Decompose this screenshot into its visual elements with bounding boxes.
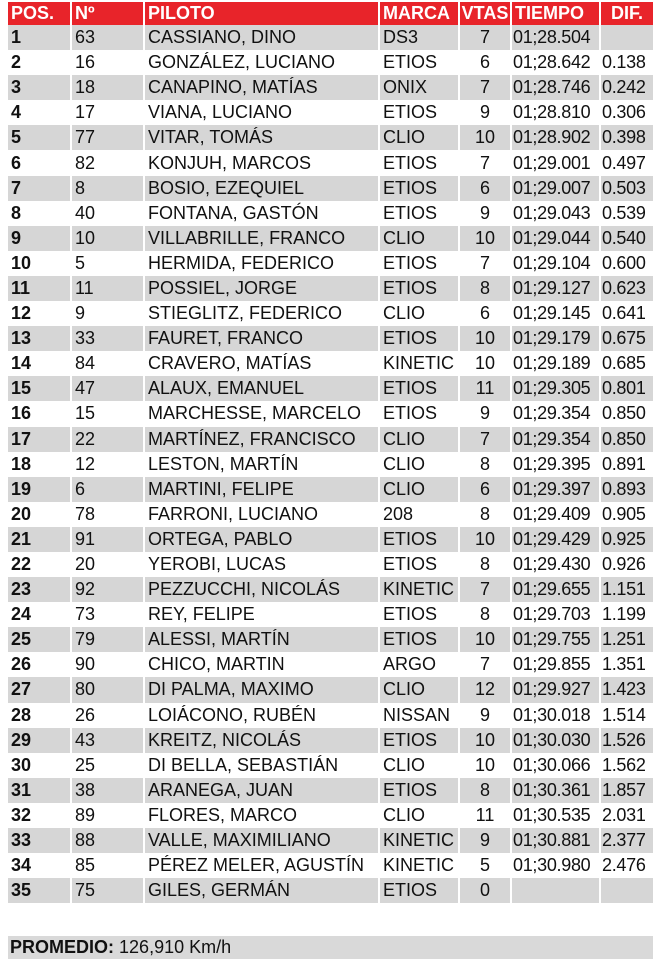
driver-name-cell: ORTEGA, PABLO bbox=[145, 527, 380, 552]
time-cell: 01;29.429 bbox=[512, 527, 601, 552]
table-row bbox=[8, 226, 653, 251]
laps-cell: 10 bbox=[460, 728, 512, 753]
laps-cell: 7 bbox=[460, 652, 512, 677]
make-cell: ETIOS bbox=[380, 251, 460, 276]
pos-cell: 30 bbox=[8, 753, 72, 778]
header-marca: MARCA bbox=[380, 2, 460, 25]
time-cell: 01;29.755 bbox=[512, 627, 601, 652]
table-row bbox=[8, 677, 653, 702]
pos-cell: 15 bbox=[8, 376, 72, 401]
make-cell: ETIOS bbox=[380, 552, 460, 577]
make-cell: DS3 bbox=[380, 25, 460, 50]
make-cell: ETIOS bbox=[380, 401, 460, 426]
pos-cell: 31 bbox=[8, 778, 72, 803]
gap-cell bbox=[601, 878, 653, 903]
gap-cell: 0.398 bbox=[601, 125, 653, 150]
time-cell: 01;29.044 bbox=[512, 226, 601, 251]
make-cell: ARGO bbox=[380, 652, 460, 677]
table-row bbox=[8, 878, 653, 903]
laps-cell: 10 bbox=[460, 226, 512, 251]
driver-name-cell: DI BELLA, SEBASTIÁN bbox=[145, 753, 380, 778]
driver-name-cell: MARCHESSE, MARCELO bbox=[145, 401, 380, 426]
laps-cell: 11 bbox=[460, 803, 512, 828]
gap-cell: 0.850 bbox=[601, 401, 653, 426]
car-number-cell: 9 bbox=[72, 301, 145, 326]
make-cell: ETIOS bbox=[380, 527, 460, 552]
gap-cell: 0.925 bbox=[601, 527, 653, 552]
header-piloto: PILOTO bbox=[145, 2, 380, 25]
pos-cell: 10 bbox=[8, 251, 72, 276]
average-speed-label: PROMEDIO: bbox=[10, 937, 115, 957]
laps-cell: 8 bbox=[460, 276, 512, 301]
car-number-cell: 5 bbox=[72, 251, 145, 276]
car-number-cell: 20 bbox=[72, 552, 145, 577]
driver-name-cell: VITAR, TOMÁS bbox=[145, 125, 380, 150]
pos-cell: 5 bbox=[8, 125, 72, 150]
time-cell: 01;29.305 bbox=[512, 376, 601, 401]
table-row bbox=[8, 552, 653, 577]
time-cell: 01;29.430 bbox=[512, 552, 601, 577]
make-cell: ETIOS bbox=[380, 878, 460, 903]
car-number-cell: 17 bbox=[72, 100, 145, 125]
driver-name-cell: REY, FELIPE bbox=[145, 602, 380, 627]
make-cell: CLIO bbox=[380, 427, 460, 452]
make-cell: CLIO bbox=[380, 803, 460, 828]
table-row bbox=[8, 803, 653, 828]
laps-cell: 7 bbox=[460, 577, 512, 602]
laps-cell: 9 bbox=[460, 100, 512, 125]
driver-name-cell: STIEGLITZ, FEDERICO bbox=[145, 301, 380, 326]
gap-cell: 0.926 bbox=[601, 552, 653, 577]
gap-cell: 1.526 bbox=[601, 728, 653, 753]
make-cell: KINETIC bbox=[380, 828, 460, 853]
average-speed-value: 126,910 Km/h bbox=[119, 937, 232, 957]
make-cell: ETIOS bbox=[380, 150, 460, 175]
laps-cell: 9 bbox=[460, 703, 512, 728]
make-cell: CLIO bbox=[380, 125, 460, 150]
make-cell: ETIOS bbox=[380, 50, 460, 75]
pos-cell: 24 bbox=[8, 602, 72, 627]
car-number-cell: 11 bbox=[72, 276, 145, 301]
car-number-cell: 15 bbox=[72, 401, 145, 426]
time-cell: 01;29.409 bbox=[512, 502, 601, 527]
driver-name-cell: BOSIO, EZEQUIEL bbox=[145, 176, 380, 201]
laps-cell: 7 bbox=[460, 150, 512, 175]
laps-cell: 7 bbox=[460, 251, 512, 276]
gap-cell: 0.685 bbox=[601, 351, 653, 376]
laps-cell: 6 bbox=[460, 176, 512, 201]
time-cell: 01;29.855 bbox=[512, 652, 601, 677]
gap-cell: 1.351 bbox=[601, 652, 653, 677]
pos-cell: 14 bbox=[8, 351, 72, 376]
pos-cell: 19 bbox=[8, 477, 72, 502]
make-cell: CLIO bbox=[380, 452, 460, 477]
driver-name-cell: HERMIDA, FEDERICO bbox=[145, 251, 380, 276]
pos-cell: 29 bbox=[8, 728, 72, 753]
table-row bbox=[8, 753, 653, 778]
driver-name-cell: CANAPINO, MATÍAS bbox=[145, 75, 380, 100]
car-number-cell: 84 bbox=[72, 351, 145, 376]
time-cell: 01;29.354 bbox=[512, 401, 601, 426]
make-cell: 208 bbox=[380, 502, 460, 527]
car-number-cell: 91 bbox=[72, 527, 145, 552]
pos-cell: 35 bbox=[8, 878, 72, 903]
laps-cell: 8 bbox=[460, 502, 512, 527]
gap-cell: 2.031 bbox=[601, 803, 653, 828]
driver-name-cell: KONJUH, MARCOS bbox=[145, 150, 380, 175]
car-number-cell: 89 bbox=[72, 803, 145, 828]
gap-cell: 1.151 bbox=[601, 577, 653, 602]
car-number-cell: 38 bbox=[72, 778, 145, 803]
table-row bbox=[8, 401, 653, 426]
laps-cell: 7 bbox=[460, 427, 512, 452]
laps-cell: 10 bbox=[460, 351, 512, 376]
gap-cell bbox=[601, 25, 653, 50]
table-row bbox=[8, 276, 653, 301]
make-cell: NISSAN bbox=[380, 703, 460, 728]
table-row bbox=[8, 125, 653, 150]
table-row bbox=[8, 100, 653, 125]
car-number-cell: 85 bbox=[72, 853, 145, 878]
table-row bbox=[8, 778, 653, 803]
pos-cell: 23 bbox=[8, 577, 72, 602]
make-cell: ETIOS bbox=[380, 376, 460, 401]
car-number-cell: 47 bbox=[72, 376, 145, 401]
header-row bbox=[8, 2, 653, 25]
make-cell: KINETIC bbox=[380, 351, 460, 376]
gap-cell: 0.540 bbox=[601, 226, 653, 251]
gap-cell: 0.503 bbox=[601, 176, 653, 201]
driver-name-cell: MARTÍNEZ, FRANCISCO bbox=[145, 427, 380, 452]
time-cell: 01;28.642 bbox=[512, 50, 601, 75]
time-cell: 01;30.881 bbox=[512, 828, 601, 853]
make-cell: ETIOS bbox=[380, 176, 460, 201]
time-cell: 01;28.902 bbox=[512, 125, 601, 150]
make-cell: CLIO bbox=[380, 301, 460, 326]
time-cell: 01;29.145 bbox=[512, 301, 601, 326]
driver-name-cell: CRAVERO, MATÍAS bbox=[145, 351, 380, 376]
gap-cell: 1.251 bbox=[601, 627, 653, 652]
laps-cell: 8 bbox=[460, 778, 512, 803]
gap-cell: 1.514 bbox=[601, 703, 653, 728]
make-cell: CLIO bbox=[380, 477, 460, 502]
table-row bbox=[8, 452, 653, 477]
make-cell: KINETIC bbox=[380, 853, 460, 878]
car-number-cell: 22 bbox=[72, 427, 145, 452]
laps-cell: 9 bbox=[460, 828, 512, 853]
car-number-cell: 80 bbox=[72, 677, 145, 702]
pos-cell: 12 bbox=[8, 301, 72, 326]
gap-cell: 1.857 bbox=[601, 778, 653, 803]
table-row bbox=[8, 627, 653, 652]
driver-name-cell: GILES, GERMÁN bbox=[145, 878, 380, 903]
driver-name-cell: LOIÁCONO, RUBÉN bbox=[145, 703, 380, 728]
table-row bbox=[8, 602, 653, 627]
time-cell: 01;29.927 bbox=[512, 677, 601, 702]
time-cell: 01;28.810 bbox=[512, 100, 601, 125]
driver-name-cell: MARTINI, FELIPE bbox=[145, 477, 380, 502]
make-cell: ONIX bbox=[380, 75, 460, 100]
table-row bbox=[8, 502, 653, 527]
table-row bbox=[8, 25, 653, 50]
driver-name-cell: ARANEGA, JUAN bbox=[145, 778, 380, 803]
car-number-cell: 82 bbox=[72, 150, 145, 175]
laps-cell: 9 bbox=[460, 401, 512, 426]
driver-name-cell: ALESSI, MARTÍN bbox=[145, 627, 380, 652]
laps-cell: 10 bbox=[460, 753, 512, 778]
driver-name-cell: VALLE, MAXIMILIANO bbox=[145, 828, 380, 853]
pos-cell: 22 bbox=[8, 552, 72, 577]
pos-cell: 32 bbox=[8, 803, 72, 828]
make-cell: ETIOS bbox=[380, 276, 460, 301]
table-row bbox=[8, 577, 653, 602]
time-cell: 01;29.179 bbox=[512, 326, 601, 351]
car-number-cell: 16 bbox=[72, 50, 145, 75]
table-row bbox=[8, 376, 653, 401]
time-cell: 01;29.655 bbox=[512, 577, 601, 602]
make-cell: ETIOS bbox=[380, 728, 460, 753]
time-cell: 01;29.043 bbox=[512, 201, 601, 226]
table-row bbox=[8, 728, 653, 753]
header-vtas: VTAS bbox=[460, 2, 512, 25]
driver-name-cell: FONTANA, GASTÓN bbox=[145, 201, 380, 226]
time-cell: 01;30.535 bbox=[512, 803, 601, 828]
table-row bbox=[8, 150, 653, 175]
car-number-cell: 26 bbox=[72, 703, 145, 728]
time-cell: 01;28.746 bbox=[512, 75, 601, 100]
header-dif: DIF. bbox=[601, 2, 653, 25]
laps-cell: 0 bbox=[460, 878, 512, 903]
table-row bbox=[8, 301, 653, 326]
table-row bbox=[8, 326, 653, 351]
driver-name-cell: LESTON, MARTÍN bbox=[145, 452, 380, 477]
time-cell: 01;29.397 bbox=[512, 477, 601, 502]
pos-cell: 11 bbox=[8, 276, 72, 301]
header-num: Nº bbox=[72, 2, 145, 25]
laps-cell: 10 bbox=[460, 125, 512, 150]
gap-cell: 0.905 bbox=[601, 502, 653, 527]
table-row bbox=[8, 201, 653, 226]
table-row bbox=[8, 251, 653, 276]
time-cell: 01;29.007 bbox=[512, 176, 601, 201]
laps-cell: 7 bbox=[460, 25, 512, 50]
pos-cell: 6 bbox=[8, 150, 72, 175]
pos-cell: 16 bbox=[8, 401, 72, 426]
time-cell: 01;30.030 bbox=[512, 728, 601, 753]
car-number-cell: 12 bbox=[72, 452, 145, 477]
gap-cell: 0.497 bbox=[601, 150, 653, 175]
driver-name-cell: POSSIEL, JORGE bbox=[145, 276, 380, 301]
time-cell: 01;29.354 bbox=[512, 427, 601, 452]
table-row bbox=[8, 828, 653, 853]
pos-cell: 2 bbox=[8, 50, 72, 75]
car-number-cell: 8 bbox=[72, 176, 145, 201]
time-cell: 01;29.189 bbox=[512, 351, 601, 376]
car-number-cell: 79 bbox=[72, 627, 145, 652]
pos-cell: 7 bbox=[8, 176, 72, 201]
gap-cell: 0.138 bbox=[601, 50, 653, 75]
time-cell: 01;28.504 bbox=[512, 25, 601, 50]
gap-cell: 0.893 bbox=[601, 477, 653, 502]
driver-name-cell: FARRONI, LUCIANO bbox=[145, 502, 380, 527]
gap-cell: 0.641 bbox=[601, 301, 653, 326]
laps-cell: 11 bbox=[460, 376, 512, 401]
driver-name-cell: FAURET, FRANCO bbox=[145, 326, 380, 351]
make-cell: ETIOS bbox=[380, 100, 460, 125]
gap-cell: 1.199 bbox=[601, 602, 653, 627]
driver-name-cell: KREITZ, NICOLÁS bbox=[145, 728, 380, 753]
pos-cell: 13 bbox=[8, 326, 72, 351]
laps-cell: 12 bbox=[460, 677, 512, 702]
pos-cell: 9 bbox=[8, 226, 72, 251]
time-cell: 01;30.361 bbox=[512, 778, 601, 803]
pos-cell: 4 bbox=[8, 100, 72, 125]
time-cell bbox=[512, 878, 601, 903]
pos-cell: 26 bbox=[8, 652, 72, 677]
table-row bbox=[8, 527, 653, 552]
driver-name-cell: FLORES, MARCO bbox=[145, 803, 380, 828]
make-cell: CLIO bbox=[380, 753, 460, 778]
gap-cell: 2.377 bbox=[601, 828, 653, 853]
average-speed-bar bbox=[8, 936, 653, 959]
table-row bbox=[8, 703, 653, 728]
driver-name-cell: GONZÁLEZ, LUCIANO bbox=[145, 50, 380, 75]
car-number-cell: 77 bbox=[72, 125, 145, 150]
time-cell: 01;29.001 bbox=[512, 150, 601, 175]
pos-cell: 34 bbox=[8, 853, 72, 878]
gap-cell: 1.423 bbox=[601, 677, 653, 702]
laps-cell: 9 bbox=[460, 201, 512, 226]
pos-cell: 20 bbox=[8, 502, 72, 527]
pos-cell: 21 bbox=[8, 527, 72, 552]
car-number-cell: 10 bbox=[72, 226, 145, 251]
pos-cell: 27 bbox=[8, 677, 72, 702]
make-cell: CLIO bbox=[380, 677, 460, 702]
driver-name-cell: DI PALMA, MAXIMO bbox=[145, 677, 380, 702]
make-cell: ETIOS bbox=[380, 201, 460, 226]
car-number-cell: 43 bbox=[72, 728, 145, 753]
table-row bbox=[8, 75, 653, 100]
make-cell: ETIOS bbox=[380, 778, 460, 803]
laps-cell: 8 bbox=[460, 452, 512, 477]
laps-cell: 10 bbox=[460, 326, 512, 351]
driver-name-cell: VILLABRILLE, FRANCO bbox=[145, 226, 380, 251]
gap-cell: 0.675 bbox=[601, 326, 653, 351]
table-row bbox=[8, 477, 653, 502]
gap-cell: 2.476 bbox=[601, 853, 653, 878]
car-number-cell: 73 bbox=[72, 602, 145, 627]
table-row bbox=[8, 853, 653, 878]
table-row bbox=[8, 427, 653, 452]
make-cell: ETIOS bbox=[380, 326, 460, 351]
pos-cell: 25 bbox=[8, 627, 72, 652]
car-number-cell: 6 bbox=[72, 477, 145, 502]
make-cell: KINETIC bbox=[380, 577, 460, 602]
gap-cell: 0.600 bbox=[601, 251, 653, 276]
make-cell: ETIOS bbox=[380, 627, 460, 652]
laps-cell: 6 bbox=[460, 50, 512, 75]
driver-name-cell: CHICO, MARTIN bbox=[145, 652, 380, 677]
pos-cell: 28 bbox=[8, 703, 72, 728]
pos-cell: 18 bbox=[8, 452, 72, 477]
gap-cell: 1.562 bbox=[601, 753, 653, 778]
gap-cell: 0.539 bbox=[601, 201, 653, 226]
driver-name-cell: YEROBI, LUCAS bbox=[145, 552, 380, 577]
time-cell: 01;29.127 bbox=[512, 276, 601, 301]
pos-cell: 33 bbox=[8, 828, 72, 853]
time-cell: 01;30.980 bbox=[512, 853, 601, 878]
table-row bbox=[8, 176, 653, 201]
gap-cell: 0.242 bbox=[601, 75, 653, 100]
driver-name-cell: ALAUX, EMANUEL bbox=[145, 376, 380, 401]
pos-cell: 8 bbox=[8, 201, 72, 226]
car-number-cell: 63 bbox=[72, 25, 145, 50]
gap-cell: 0.801 bbox=[601, 376, 653, 401]
laps-cell: 10 bbox=[460, 627, 512, 652]
gap-cell: 0.623 bbox=[601, 276, 653, 301]
make-cell: ETIOS bbox=[380, 602, 460, 627]
laps-cell: 10 bbox=[460, 527, 512, 552]
driver-name-cell: PÉREZ MELER, AGUSTÍN bbox=[145, 853, 380, 878]
gap-cell: 0.850 bbox=[601, 427, 653, 452]
car-number-cell: 25 bbox=[72, 753, 145, 778]
header-tiempo: TIEMPO bbox=[512, 2, 601, 25]
time-cell: 01;29.104 bbox=[512, 251, 601, 276]
pos-cell: 3 bbox=[8, 75, 72, 100]
car-number-cell: 75 bbox=[72, 878, 145, 903]
time-cell: 01;30.066 bbox=[512, 753, 601, 778]
make-cell: CLIO bbox=[380, 226, 460, 251]
table-row bbox=[8, 50, 653, 75]
car-number-cell: 33 bbox=[72, 326, 145, 351]
car-number-cell: 90 bbox=[72, 652, 145, 677]
laps-cell: 6 bbox=[460, 477, 512, 502]
car-number-cell: 18 bbox=[72, 75, 145, 100]
laps-cell: 8 bbox=[460, 602, 512, 627]
gap-cell: 0.306 bbox=[601, 100, 653, 125]
pos-cell: 1 bbox=[8, 25, 72, 50]
time-cell: 01;29.395 bbox=[512, 452, 601, 477]
gap-cell: 0.891 bbox=[601, 452, 653, 477]
table-row bbox=[8, 351, 653, 376]
header-pos: POS. bbox=[8, 2, 72, 25]
laps-cell: 7 bbox=[460, 75, 512, 100]
car-number-cell: 40 bbox=[72, 201, 145, 226]
car-number-cell: 92 bbox=[72, 577, 145, 602]
car-number-cell: 78 bbox=[72, 502, 145, 527]
driver-name-cell: CASSIANO, DINO bbox=[145, 25, 380, 50]
car-number-cell: 88 bbox=[72, 828, 145, 853]
laps-cell: 6 bbox=[460, 301, 512, 326]
laps-cell: 5 bbox=[460, 853, 512, 878]
table-row bbox=[8, 652, 653, 677]
time-cell: 01;30.018 bbox=[512, 703, 601, 728]
results-table bbox=[8, 2, 653, 903]
driver-name-cell: VIANA, LUCIANO bbox=[145, 100, 380, 125]
laps-cell: 8 bbox=[460, 552, 512, 577]
driver-name-cell: PEZZUCCHI, NICOLÁS bbox=[145, 577, 380, 602]
time-cell: 01;29.703 bbox=[512, 602, 601, 627]
pos-cell: 17 bbox=[8, 427, 72, 452]
